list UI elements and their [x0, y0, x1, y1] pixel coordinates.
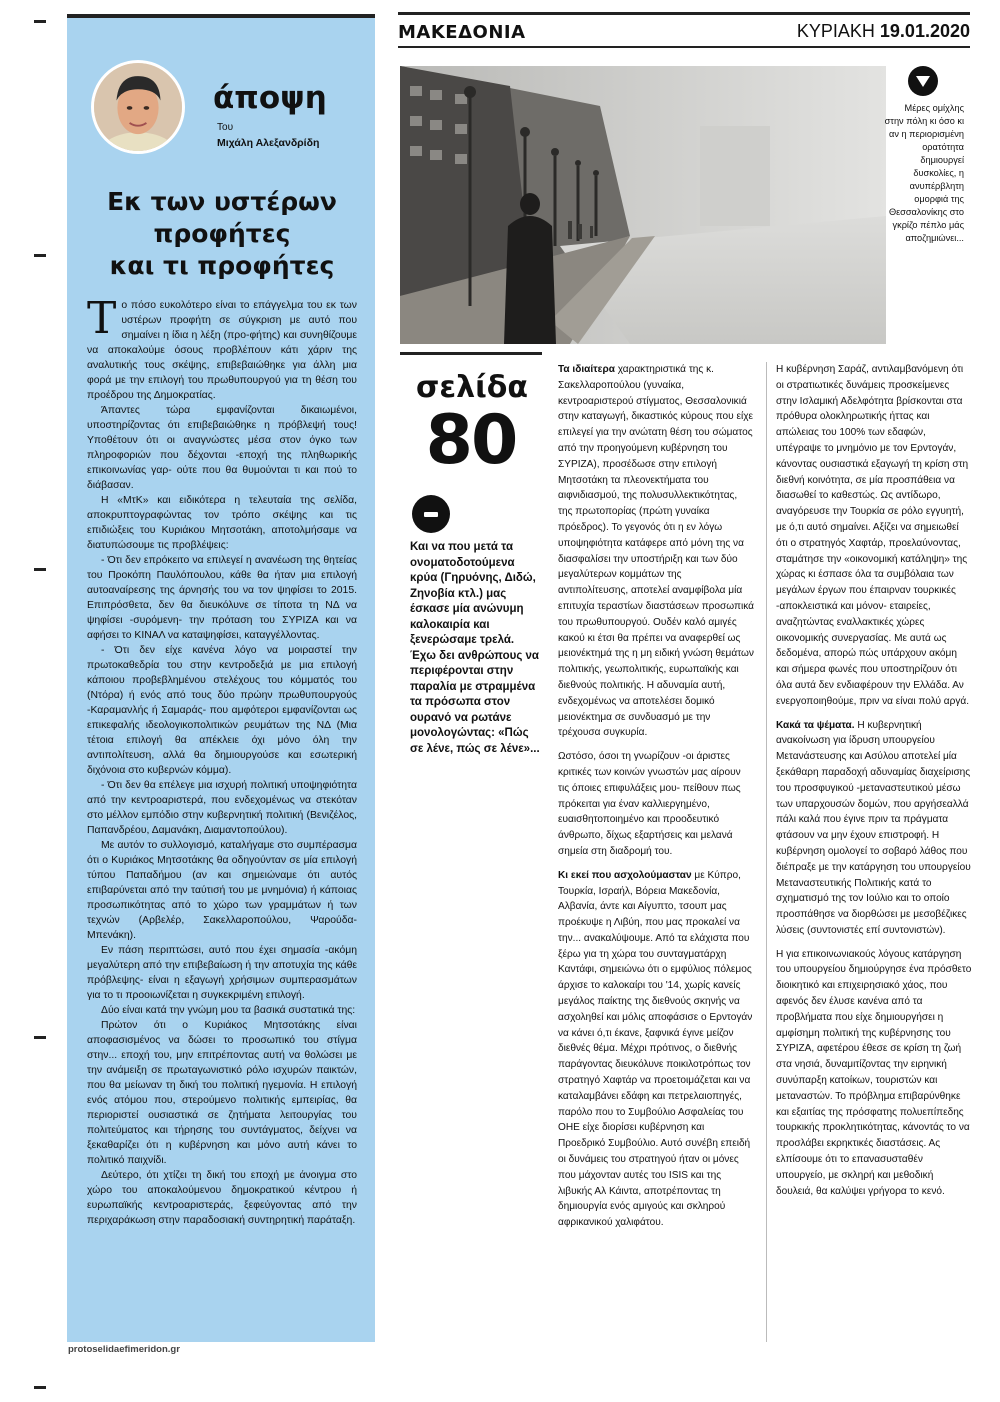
column-paragraph	[776, 362, 972, 710]
article-paragraph: Η «ΜτΚ» και ειδικότερα η τελευταία της σελίδα, αποκρυπτογραφώντας τον τρόπο σκέψης και τις επιδιώξεις του Κυριάκου Μητσοτάκη, αποτολμήσαμε να διατυπώσουμε τις προβλέψεις:	[87, 495, 357, 551]
page-header	[398, 12, 970, 48]
headline-line: Εκ των υστέρων	[107, 187, 337, 216]
paragraph-lead: Κι εκεί που ασχολούμασταν	[558, 869, 692, 881]
article-paragraph: - Ότι δεν είχε κανένα λόγο να μοιραστεί την πρωτοκαθεδρία του στην κεντροδεξιά με μια επιλογή κάποιου προβεβλημένου στελέχους του κόμματός του (Ντόρα) ή ενός από τους δύο πρώην πρωθυπουργούς -Καραμανλής ή Σαμαράς- που αμφότεροι εμφανίζονται ως επικεφαλής ιδεολογικοπολιτικών ρευμάτων της ΝΔ (Μια τέτοια επιλογή θα απέκλειε όχι μόνο όλη την αντιπολίτευση, αλλά θα δημιουργούσε και εσωτερική διχόνοια στο κυβερνών κόμμα).	[87, 645, 357, 776]
author-avatar	[91, 60, 185, 154]
scan-mark	[34, 254, 46, 257]
column-top-rule	[67, 14, 375, 18]
headline-line: και τι προφήτες	[109, 251, 335, 280]
section-title: άποψη	[213, 80, 327, 116]
paragraph-text: Η για επικοινωνιακούς λόγους κατάργηση του υπουργείου δημιούργησε ένα πρόσθετο διοικητικό και επιχειρησιακό χάος, που αφενός δεν έλυσε κανένα από τα προβλήματα που είχε δημιουργήσει η αμφίσημη πολιτική της κυβέρνησης του ΣΥΡΙΖΑ, αφετέρου έθεσε σε κρίση τη ζωή στα νησιά, δυναμιτίζοντας την ειρηνική συνύπαρξη κατοίκων, τουριστών και μεταναστών. Το πρόβλημα επιβαρύνθηκε και εξαιτίας της πρόσφατης πολυεπίπεδης τουρκικής προκλητικότητας, κάνοντάς το να προσλάβει εκρηκτικές διαστάσεις. Ας ελπίσουμε ότι το επανασυσταθέν υπουργείο, με σκληρή και μεθοδική δουλειά, θα καλύψει γρήγορα το κενό.	[776, 948, 972, 1197]
paragraph-lead: Κακά τα ψέματα.	[776, 719, 855, 731]
paragraph-text: Η κυβέρνηση Σαράζ, αντιλαμβανόμενη ότι οι στρατιωτικές δυνάμεις προσκείμενες στην Ισλαμική Αδελφότητα βρίσκονται στα πρόθυρα ολοκληρωτικής ήττας και απώλειας του 100% των εδαφών, υπέγραψε το μνημόνιο με τον Ερντογάν, κάνοντας ουσιαστικά εξαγωγή τη κρίση στη διεθνή κοινότητα, σε μία προσπάθεια να διασωθεί το καθεστώς. Ως αντίδωρο, αναγόρευσε την Τουρκία σε ρόλο εγγυητή, με ό,τι αυτό σημαίνει. Αξίζει να σημειωθεί ότι ο στρατηγός Χαφτάρ, προελαύνοντας, σταμάτησε την «οικονομική κατάληψη» της χώρας κι έσπασε όλα τα συμβόλαια των μεγάλων έργων που έπαιρναν τουρκικές -αποκλειστικά και μόνον- εταιρείες, αναζητώντας εναλλακτικές χώρες οικονομικής συνεργασίας. Με αυτά ως δεδομένα, απορώ πώς υπάρχουν ακόμη και σήμερα φωνές που υποστηρίζουν ότι όλα αυτά δεν ενδιαφέρουν την Ελλάδα. Αν ενεργοποιηθούμε, πριν να είναι πολύ αργά.	[776, 364, 970, 707]
column-paragraph	[776, 718, 972, 939]
newspaper-name: ΜΑΚΕΔΟΝΙΑ	[398, 22, 526, 43]
paragraph-text: με Κύπρο, Τουρκία, Ισραήλ, Βόρεια Μακεδονία, Αλβανία, άντε και Αίγυπτο, τσουπ μας προέκυψε η Λιβύη, που μας προκαλεί να την... ανακαλύψουμε. Από τα ελάχιστα που ξέρω για τη χώρα του συνταγματάρχη Καντάφι, σημειώνω ότι ο εμφύλιος πόλεμος άρχισε το καλοκαίρι του '14, χωρίς κανείς μεγάλος παίκτης της διεθνούς σκηνής να ασχοληθεί και μόλις αποφάσισε ο Ερντογάν να κάνει ό,τι έκανε, ξαφνικά έγινε μείζον διεθνές θέμα. Μέχρι πρότινος, ο διεθνής παράγοντας διευκόλυνε ποικιλοτρόπως τον στρατηγό Χαφτάρ να προετοιμάζεται και να καταλαμβάνει εδάφη και πετρελαιοπηγές, παρόλο που το Συμβούλιο Ασφαλείας του ΟΗΕ είχε διορίσει κυβέρνηση και Προεδρικό Συμβούλιο. Αυτό συνέβη επειδή οι δυνάμεις του στρατηγού ήταν οι μόνες που μάχονταν αυτές του ISIS και της λιβυκής Αλ Κάιντα, αποτρέποντας τη δημιουργία ενός αμιγούς και σκληρού αφρικανικού χαλιφάτου.	[558, 869, 753, 1229]
article-paragraph: - Ότι δεν θα επέλεγε μια ισχυρή πολιτική υποψηφιότητα από την κεντροαριστερά, που ενδεχομένως να στεκόταν στο μέλλον εμπόδιο στην κυβερνητική πολιτική (Βενιζέλος, Παπανδρέου, Δαμανάκη, Διαμαντοπούλου).	[87, 780, 357, 836]
middle-column	[558, 362, 754, 1239]
paragraph-lead: Τα ιδιαίτερα	[558, 364, 615, 375]
paragraph-text: Ωστόσο, όσοι τη γνωρίζουν -οι άριστες κριτικές των κοινών γνωστών μας αίρουν τις όποιες επιφυλάξεις μου- πείθουν πως πρόκειται για έναν καλλιεργημένο, ευαισθητοποιημένο και προοδευτικό άνθρωπο, δίχως εξαρτήσεις και μελανά σημεία στη διαδρομή του.	[558, 751, 741, 857]
article-paragraph: Δύο είναι κατά την γνώμη μου τα βασικά συστατικά της:	[101, 1005, 356, 1016]
column-divider	[766, 362, 767, 1342]
minus-note: Και να που μετά τα ονοματοδοτούμενα κρύα (Γηρυόνης, Διδώ, Ζηνοβία κτλ.) μας έσκασε μία ανώνυμη καλοκαιρία και ξενερώσαμε τρελά. Έχω δει ανθρώπους να περιφέρονται στην παραλία με στραμμένα τα πρόσωπα στον ουρανό να ρωτάνε μονολογώντας: «Πώς σε λένε, πώς σε λένε»...	[410, 541, 540, 755]
opinion-column	[67, 14, 375, 1342]
page-box-rule	[400, 352, 542, 355]
scan-mark	[34, 20, 46, 23]
minus-icon	[412, 495, 450, 533]
article-paragraph: Δεύτερο, ότι χτίζει τη δική του εποχή με άνοιγμα στο χώρο του αποκαλούμενου δημοκρατικού κέντρου ή ευρωπαϊκής κεντροαριστεράς, ξεφεύγοντας από την περιχαράκωση στην παραδοσιακή συντηρητική παράταξη.	[87, 1170, 357, 1226]
drop-cap: Τ	[87, 293, 117, 344]
scan-mark	[34, 1036, 46, 1039]
down-arrow-icon	[908, 66, 938, 96]
issue-date-value: 19.01.2020	[879, 21, 970, 41]
paragraph-text: Η κυβερνητική ανακοίνωση για ίδρυση υπουργείου Μετανάστευσης και Ασύλου αποτελεί μία ξεκάθαρη παραδοχή αδυναμίας διαχείρισης του προσφυγικού -μεταναστευτικού μέσω των υπαρχουσών δομών, που αργήσεαλλά πάλι καλά που έγινε πριν τα πράγματα φτάσουν να μην έχουν επιστροφή. Η κυβέρνηση ομολογεί το σοβαρό λάθος που διέπραξε με την κατάργηση του υπουργείου Μεταναστευτικής Πολιτικής κατά το σχηματισμό της τον Ιούλιο και το οποίο προσπάθησε να διορθώσει με μεσοβέζικες λύσεις (συντονιστές επί συντονιστών).	[776, 719, 971, 936]
paragraph-text: ο πόσο ευκολότερο είναι το επάγγελμα του εκ των υστέρων προφήτη σε σύγκριση με αυτό που σημαίνει η ίδια η λέξη (προ-φήτης) και συνηθίζουμε να αποκαλούμε όσους προβλέπουν κάτι χάριν της αναλυτικής τους σκέψης, επιβεβαιώθηκε για άλλη μια φορά με την επιλογή του πρωθυπουργού για τη θέση του προέδρου της Δημοκρατίας.	[87, 300, 357, 401]
paragraph-text: χαρακτηριστικά της κ. Σακελλαροπούλου (γυναίκα, κεντροαριστερού στίγματος, Θεσσαλονικιά στην καταγωγή, δικαστικός κύρους που είχε επιλεγεί για την ανώτατη θέση του σώματος από την προηγούμενη κυβέρνηση του ΣΥΡΙΖΑ), προσέδωσε στην επιλογή Μητσοτάκη τα πλεονεκτήματα του αιφνιδιασμού, της πολυσυλλεκτικότητας, της πρωτοπορίας (πρώτη γυναίκα πρόεδρος). Το γεγονός ότι η εν λόγω υποψηφιότητα κατάφερε από μόνη της να διασφαλίσει την υποστήριξη και των δύο μεγαλύτερων κομμάτων της αντιπολίτευσης, αποτελεί αναμφίβολα μία επιτυχία τεραστίων διαστάσεων προσωπικά του πρωθυπουργού. Ουδέν καλό αμιγές κακού κι έτσι θα πρέπει να αναφερθεί ως μειονέκτημά της η μη ειδική γνώση θεμάτων πολιτικής, γεωπολιτικής, ευρωπαϊκής και διεθνούς πολιτικής. Η αδυναμία αυτή, ενδεχομένως να αποτελέσει δομικό μειονέκτημα σε συνδυασμό με την τρέχουσα συγκυρία.	[558, 364, 754, 739]
article-paragraph: Άπαντες τώρα εμφανίζονται δικαιωμένοι, υποστηρίζοντας ότι επιβεβαιώθηκε η πρόβλεψή τους! Υποθέτουν ότι οι αναγνώστες μέσα στον όγκο των πληροφοριών που δέχονται -εποχή της πληθωρικής επικοινωνίας γαρ- ούτε που θα θυμούνται τι και πού το διάβασαν.	[87, 405, 357, 491]
byline-author: Μιχάλη Αλεξανδρίδη	[217, 137, 320, 149]
fog-photo	[400, 66, 886, 344]
byline-prefix: Του	[217, 122, 234, 133]
right-column	[776, 362, 972, 1207]
headline-line: προφήτες	[153, 219, 291, 248]
article-body	[87, 293, 357, 1228]
column-paragraph	[558, 362, 754, 741]
article-paragraph: Πρώτον ότι ο Κυριάκος Μητσοτάκης είναι αποφασισμένος να δώσει το προσωπικό του στίγμα στην... εποχή του, μην επιτρέποντας αυτή να θολώσει με την ανάμειξη σε πρωταγωνιστικό ρόλο ισχυρών παικτών, που θα μείωναν τη δική του πολιτική ηγεμονία. Η επιλογή ενός ατόμου που, στερούμενο πολιτικής εμπειρίας, θα περιοριστεί ουσιαστικά σε ζητήματα λειτουργίας του πολιτεύματος και τήρησης του συντάγματος, δείχνει να ξεκαθαρίζει ότι η κυβέρνηση και μόνο αυτή κάνει το πολιτικό παιχνίδι.	[87, 1020, 357, 1166]
source-watermark: protoselidaefimeridon.gr	[68, 1344, 180, 1355]
photo-caption: Μέρες ομίχλης στην πόλη κι όσο κι αν η περιορισμένη ορατότητα δημιουργεί δυσκολίες, η ανυπέρβλητη ομορφιά της Θεσσαλονίκης στο γκρίζο πέπλο μάς αποζημιώνει...	[884, 103, 964, 243]
issue-date	[797, 21, 970, 42]
column-paragraph	[558, 868, 754, 1231]
article-paragraph: Με αυτόν το συλλογισμό, καταλήγαμε στο συμπέρασμα ότι ο Κυριάκος Μητσοτάκης θα οδηγούνταν σε μία επιλογή τύπου Παπαδήμου (αν και σημειώναμε ότι αυτός επιβαρύνεται από την ταύτισή του με μνημόνια) ή κάποιας προσωπικότητας από το χώρο των γραμμάτων ή των τεχνών (Αρβελέρ, Σακελλαροπούλου, Ψαρούδα- Μπενάκη).	[87, 840, 357, 941]
scan-mark	[34, 1386, 46, 1389]
page-label: σελίδα	[416, 370, 528, 405]
article-paragraph: Εν πάση περιπτώσει, αυτό που έχει σημασία -ακόμη μεγαλύτερη από την επιβεβαίωση ή την αποτυχία της κάθε πρόβλεψης- είναι η εξαγωγή χρήσιμων συμπερασμάτων για το τι προοιωνίζεται η συγκεκριμένη επιλογή.	[87, 945, 357, 1001]
column-paragraph	[558, 749, 754, 860]
article-headline	[77, 186, 367, 282]
article-paragraph: - Ότι δεν επρόκειτο να επιλεγεί η ανανέωση της θητείας του Προκόπη Παυλόπουλου, κάθε θα ήταν μια επιλογή αυτοαναίρεσης της άρνησής του να τον ψηφίσει το 2015. Επιπρόσθετα, δεν θα διευκόλυνε σε τίποτα τη ΝΔ να ψηφίσει -συρόμενη- την πρόταση του ΣΥΡΙΖΑ και να αφήσει το ΚΙΝΑΛ να καταψηφίσει, καταγγέλλοντας.	[87, 555, 357, 641]
scan-mark	[34, 568, 46, 571]
issue-day: ΚΥΡΙΑΚΗ	[796, 21, 875, 41]
page-number: 80	[425, 401, 517, 480]
column-paragraph	[776, 947, 972, 1200]
article-paragraph	[87, 293, 357, 403]
